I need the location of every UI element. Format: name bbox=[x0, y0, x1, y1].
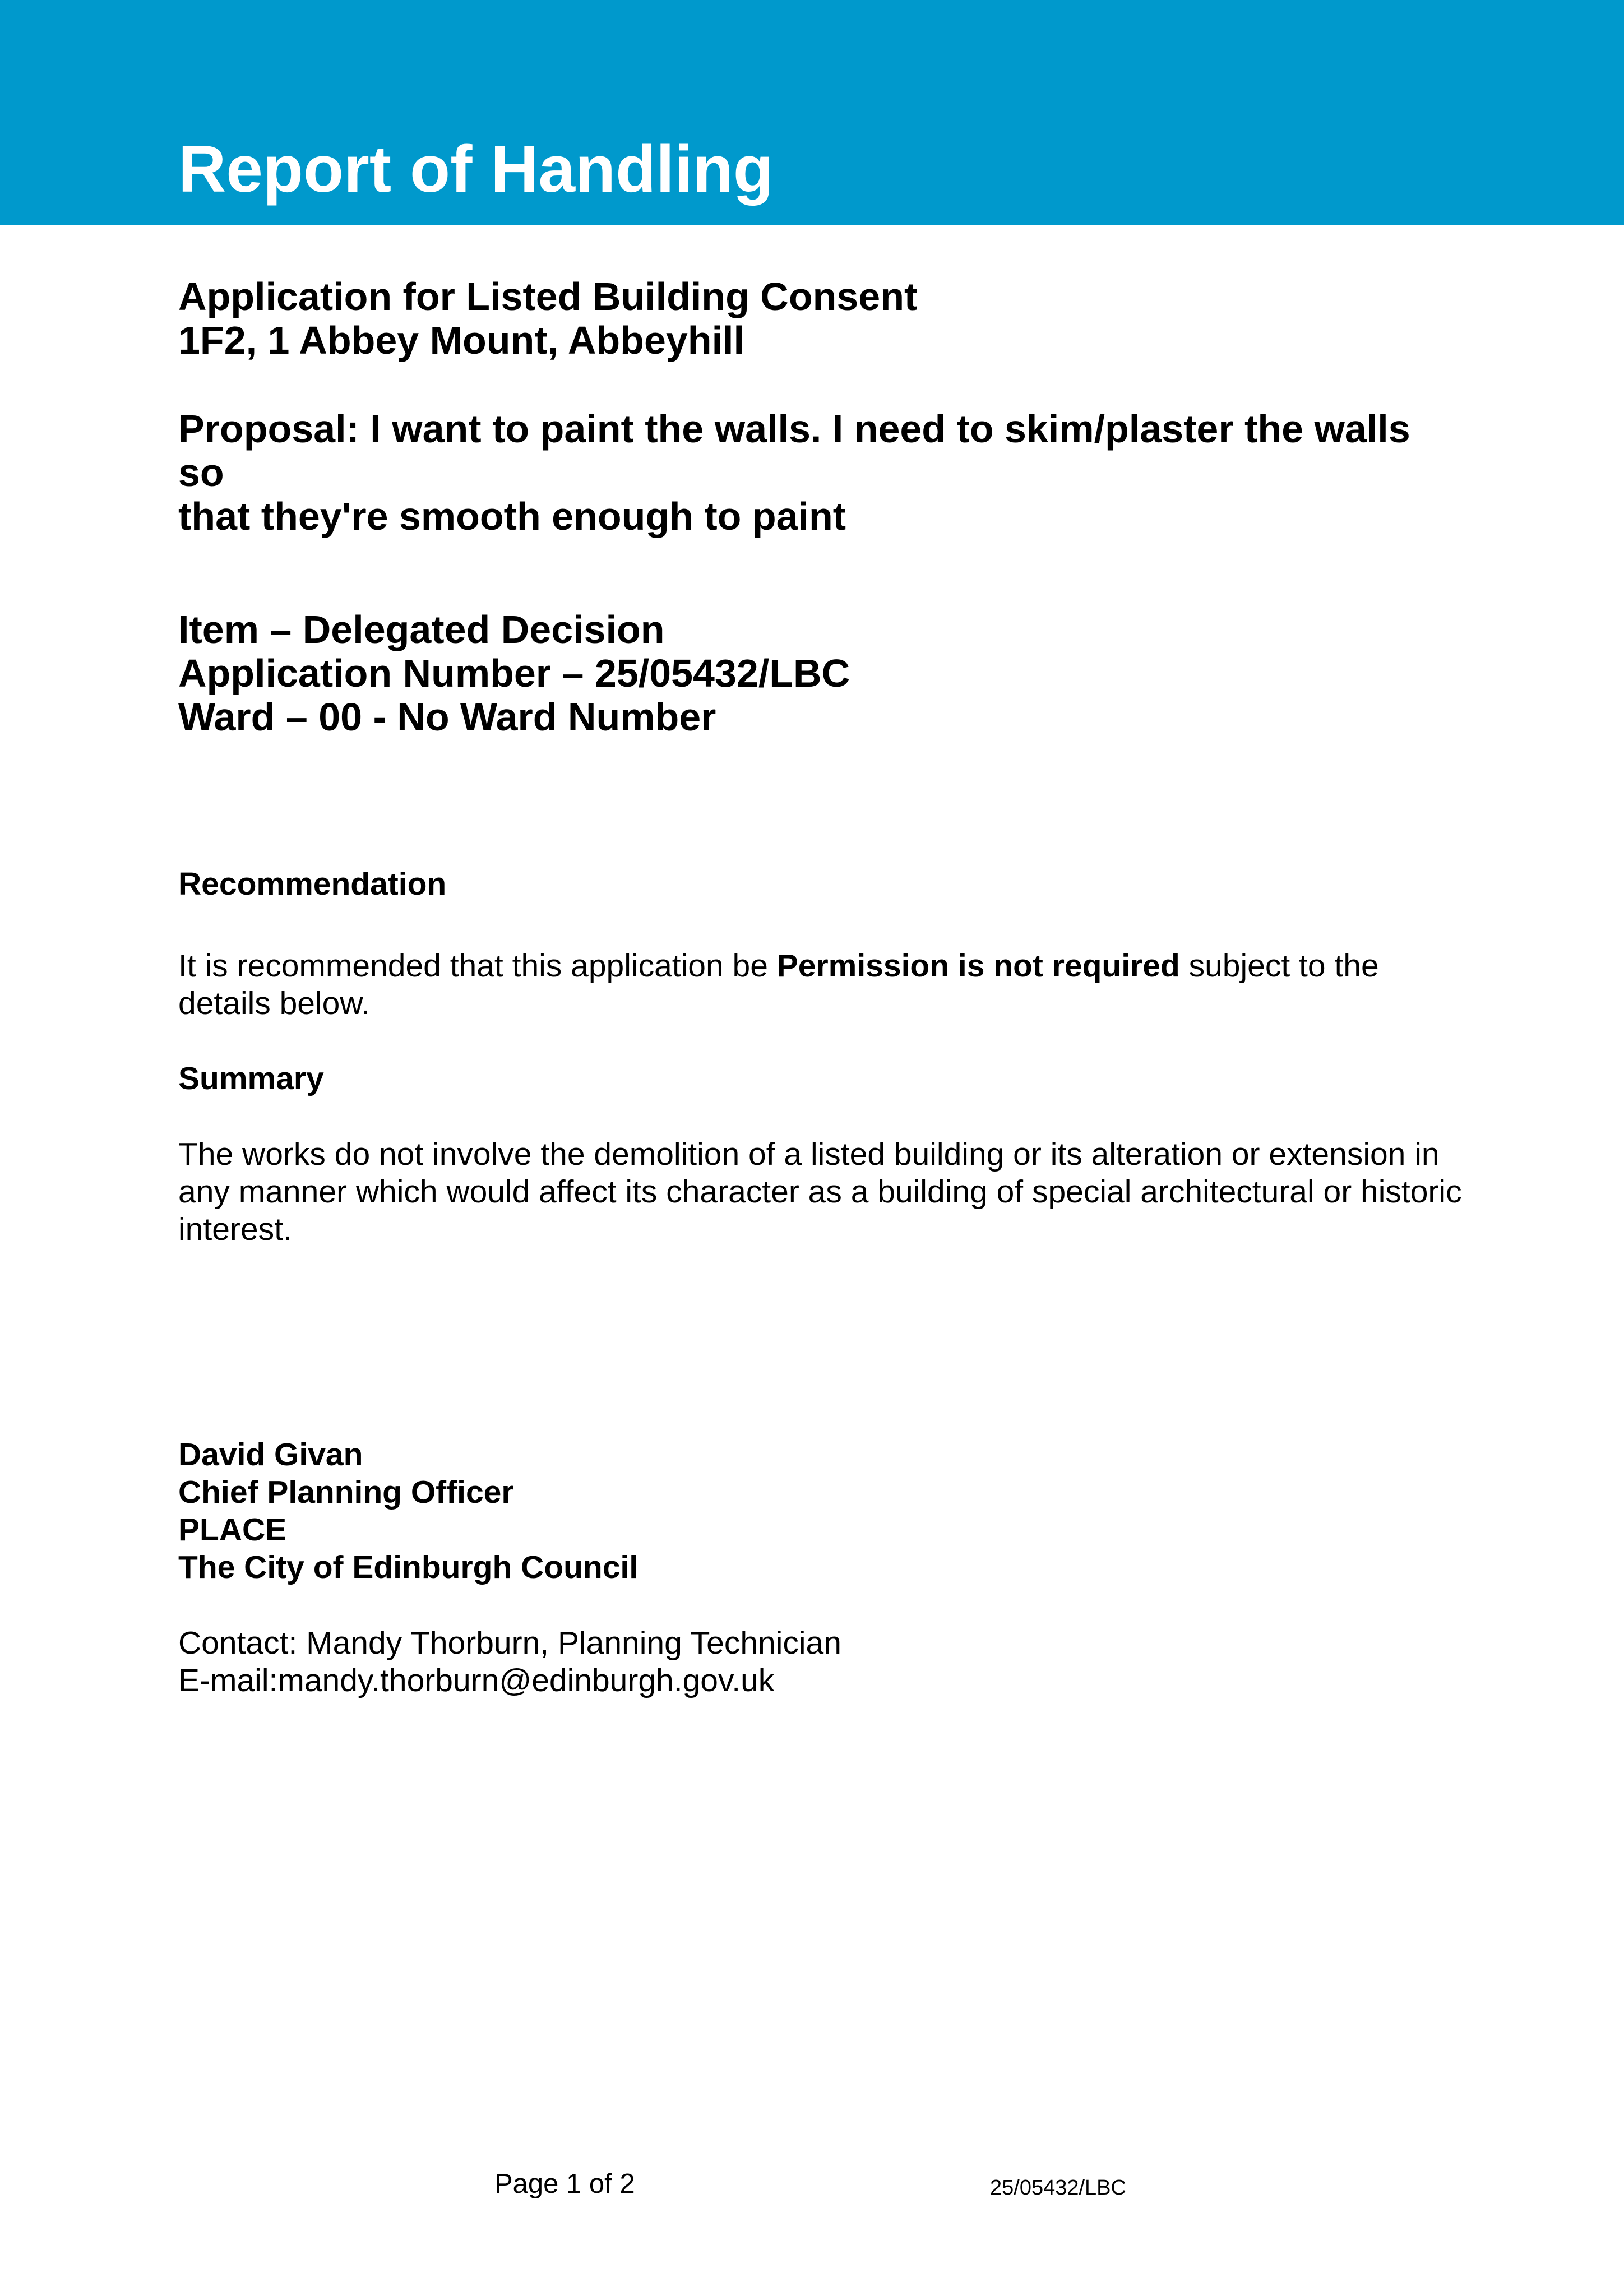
item-decision: Item – Delegated Decision bbox=[178, 608, 665, 651]
footer-reference: 25/05432/LBC bbox=[990, 2176, 1126, 2200]
signatory-title: Chief Planning Officer bbox=[178, 1474, 514, 1510]
summary-body bbox=[178, 1136, 1468, 1248]
ward-number: Ward – 00 - No Ward Number bbox=[178, 695, 716, 739]
item-block bbox=[178, 608, 1462, 739]
signatory-block bbox=[178, 1436, 1462, 1586]
recommendation-text bbox=[178, 947, 1451, 1022]
recommendation-decision: Permission is not required bbox=[776, 948, 1180, 984]
contact-block bbox=[178, 1624, 1462, 1700]
summary-text: The works do not involve the demolition of a listed building or its alteration or extension in any manner which would affect its character as a building of special architectural or historic interest. bbox=[178, 1136, 1462, 1247]
application-address: 1F2, 1 Abbey Mount, Abbeyhill bbox=[178, 318, 744, 362]
application-heading bbox=[178, 275, 1462, 362]
summary-section bbox=[178, 1060, 1462, 1098]
proposal-block bbox=[178, 407, 1462, 538]
application-number: Application Number – 25/05432/LBC bbox=[178, 651, 850, 695]
signatory-department: PLACE bbox=[178, 1512, 287, 1548]
proposal-line-1: Proposal: I want to paint the walls. I need to skim/plaster the walls so bbox=[178, 407, 1410, 494]
recommendation-section bbox=[178, 865, 1462, 903]
recommendation-text-after: subject to the details below. bbox=[178, 948, 1379, 1021]
contact-email: E-mail:mandy.thorburn@edinburgh.gov.uk bbox=[178, 1663, 775, 1698]
recommendation-body bbox=[178, 947, 1451, 1022]
recommendation-heading: Recommendation bbox=[178, 866, 447, 902]
page-number: Page 1 of 2 bbox=[494, 2169, 635, 2199]
proposal-line-2: that they're smooth enough to paint bbox=[178, 494, 846, 538]
report-title: Report of Handling bbox=[178, 132, 774, 206]
recommendation-text-before: It is recommended that this application be bbox=[178, 948, 777, 984]
signatory-name: David Givan bbox=[178, 1437, 363, 1473]
summary-heading: Summary bbox=[178, 1061, 324, 1096]
application-type: Application for Listed Building Consent bbox=[178, 275, 918, 318]
header-banner bbox=[0, 0, 1624, 225]
signatory-organisation: The City of Edinburgh Council bbox=[178, 1549, 639, 1585]
contact-line: Contact: Mandy Thorburn, Planning Technician bbox=[178, 1625, 841, 1661]
